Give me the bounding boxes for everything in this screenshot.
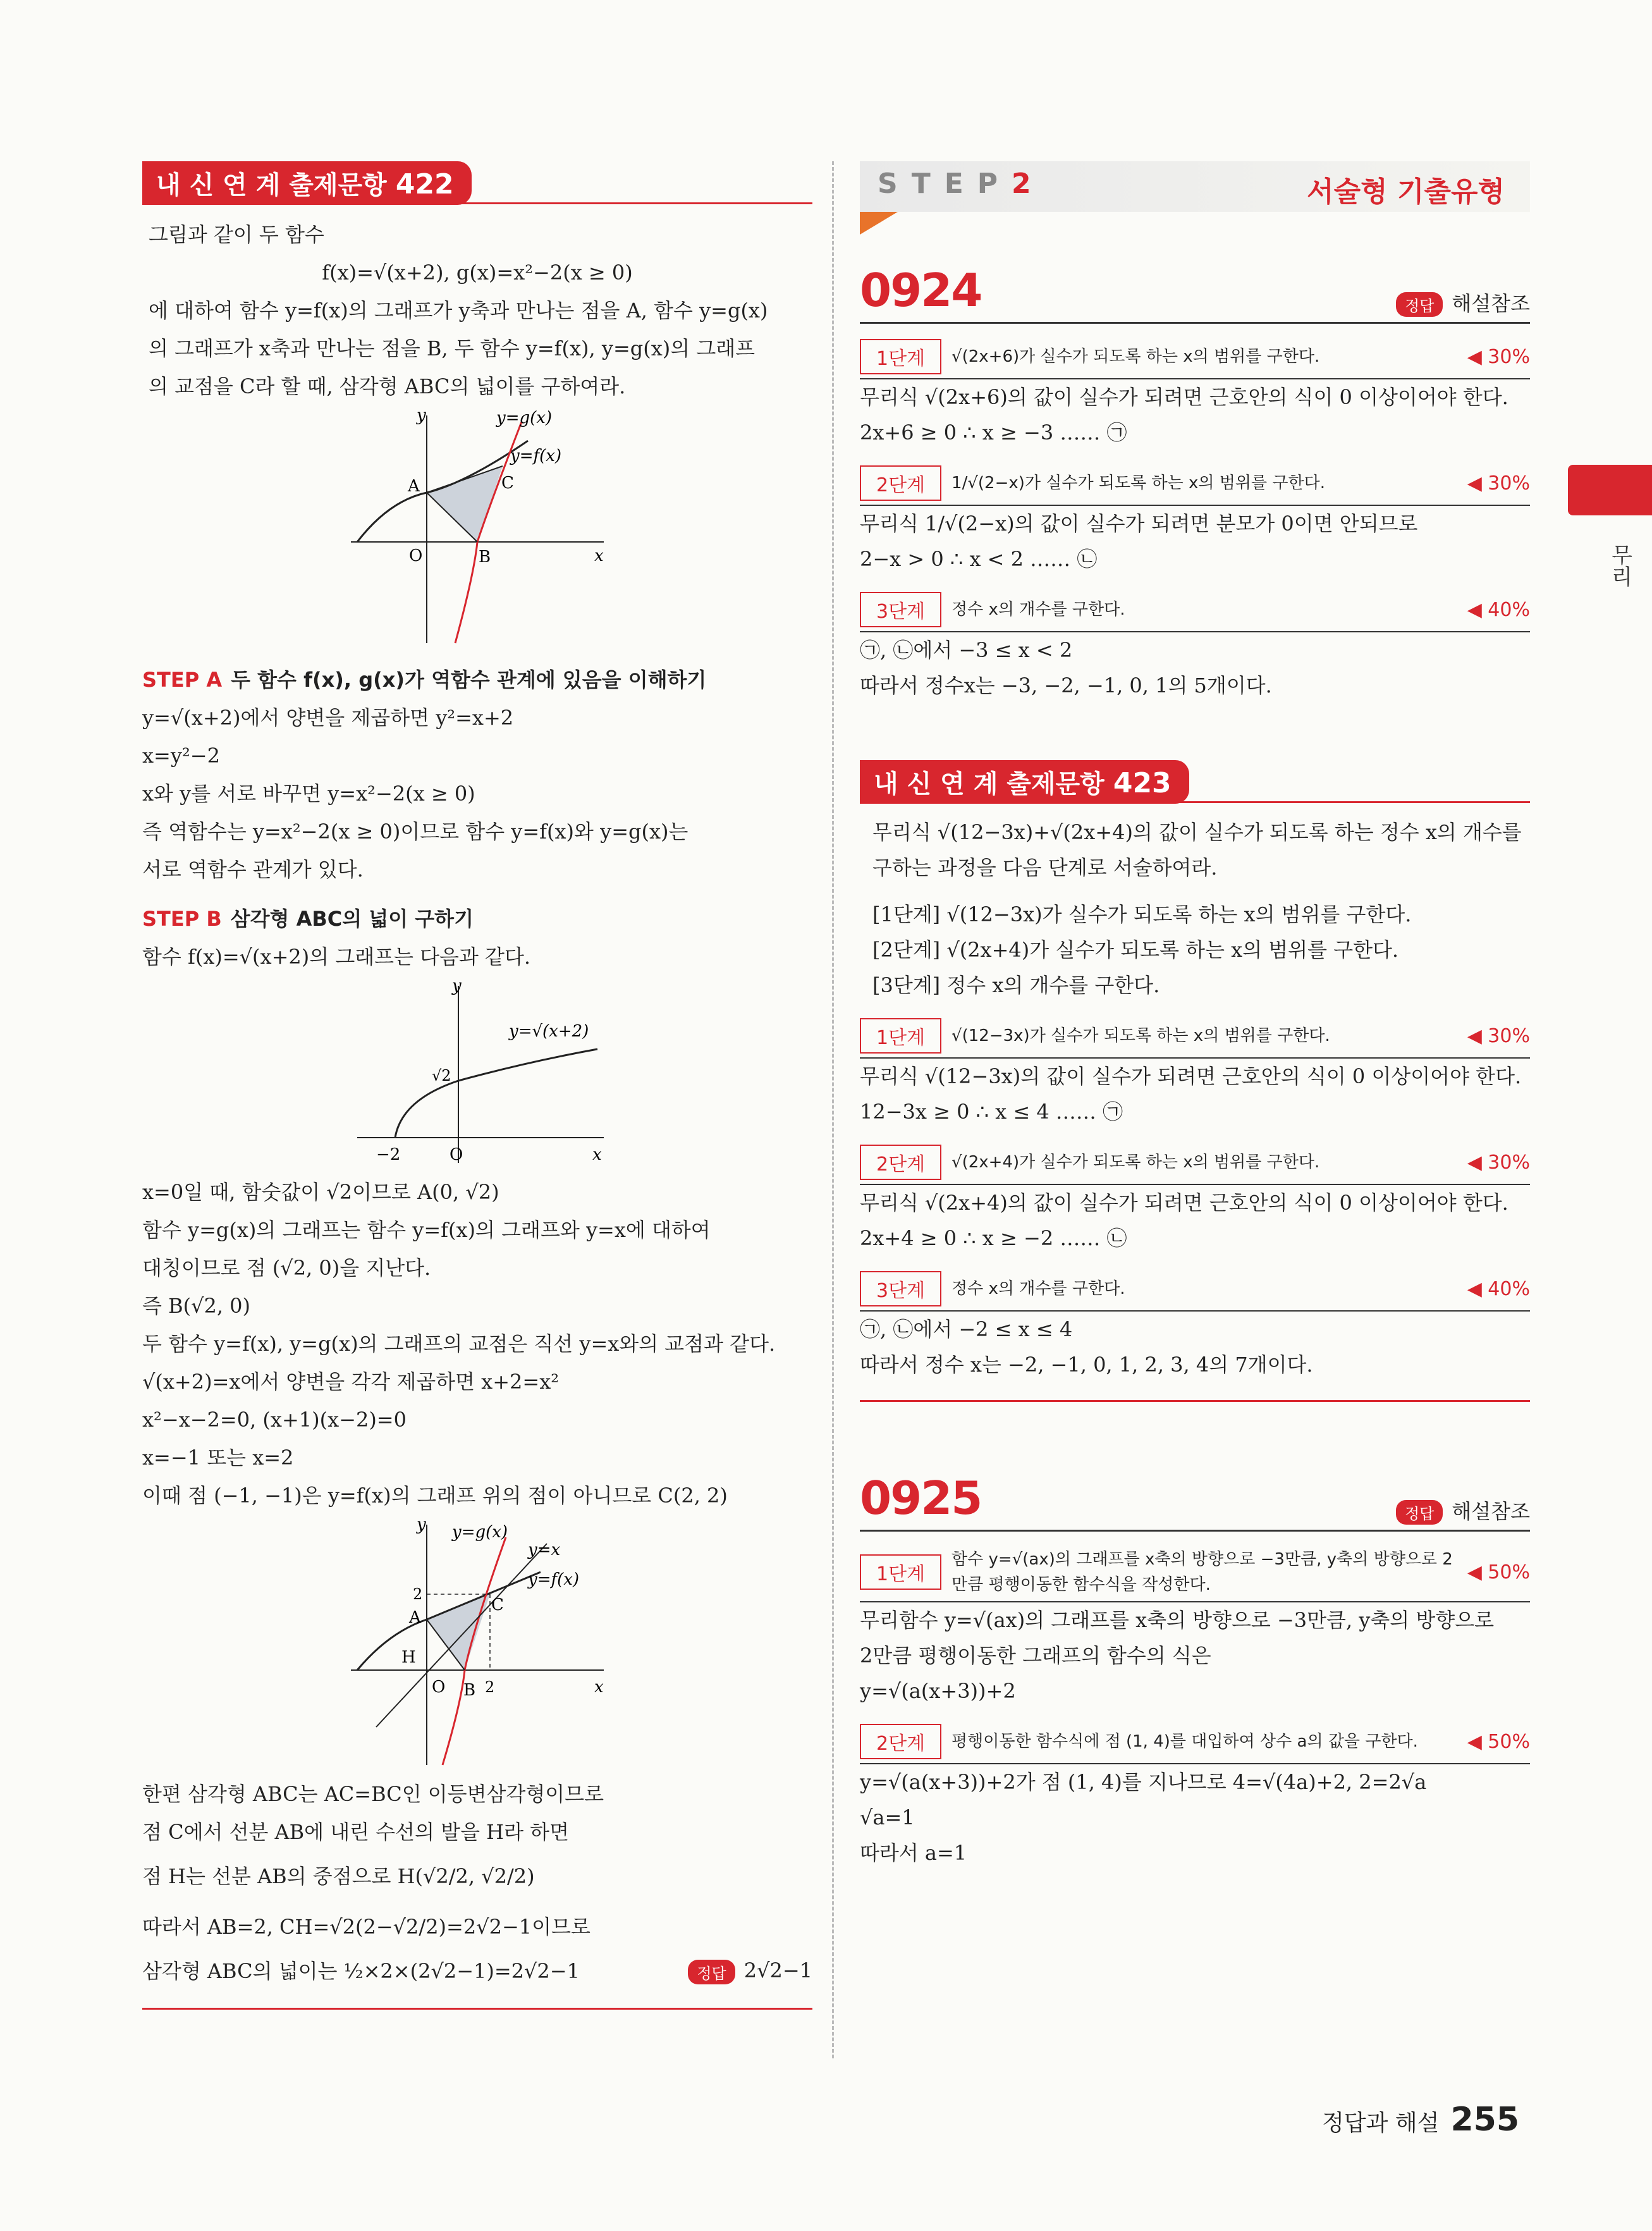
step-a-line: y=√(x+2)에서 양변을 제곱하면 y²=x+2 [142,706,514,730]
step-b-heading [142,900,812,938]
problem-number: 0924 [860,264,982,317]
stage-row [860,1724,1530,1764]
g3-o: O [432,1678,446,1697]
step-b-line: x=−1 또는 x=2 [142,1446,294,1470]
step-a-title: 두 함수 f(x), g(x)가 역함수 관계에 있음을 이해하기 [231,668,707,692]
answer-badge: 정답 [1396,1500,1443,1525]
step-b-line: 즉 B(√2, 0) [142,1294,251,1318]
answer-badge: 정답 [1396,292,1443,317]
step-b-line: 이때 점 (−1, −1)은 y=f(x)의 그래프 위의 점이 아니므로 C(2, 2) [142,1484,728,1508]
stage-pct: ◀ 30% [1467,1151,1530,1174]
stage-desc: 정수 x의 개수를 구한다. [951,600,1125,619]
g2-y: y [452,980,462,995]
step-a-label: STEP A [142,668,223,692]
solution-line: 무리식 1/√(2−x)의 값이 실수가 되려면 분모가 0이면 안되므로 [860,512,1418,536]
final-line: 따라서 AB=2, CH=√2(2−√2/2)=2√2−1이므로 [142,1915,590,1939]
stage-row [860,592,1530,632]
problem-0925-header [860,1472,1530,1532]
g3-a: A [409,1608,421,1627]
solution-line: 2x+4 ≥ 0 ∴ x ≥ −2 …… ㉡ [860,1226,1127,1250]
problem-line: 의 그래프가 x축과 만나는 점을 B, 두 함수 y=f(x), y=g(x)의 그래프 [149,336,756,360]
stage-pct: ◀ 30% [1467,1024,1530,1047]
graph-sqrt [338,980,616,1169]
step-a-line: 서로 역함수 관계가 있다. [142,857,364,882]
end-rule [860,1400,1530,1402]
g3-two-y: 2 [413,1585,423,1603]
answer-block [688,1958,812,1984]
solution-line: 무리함수 y=√(ax)의 그래프를 x축의 방향으로 −3만큼, y축의 방향으로 [860,1608,1495,1632]
stage-box: 3단계 [860,592,941,627]
solution-line: 따라서 정수 x는 −2, −1, 0, 1, 2, 3, 4의 7개이다. [860,1353,1313,1377]
g3-c: C [491,1595,504,1614]
stage-row [860,339,1530,379]
problem-line: 무리식 √(12−3x)+√(2x+4)의 값이 실수가 되도록 하는 정수 x의 개수를 [872,820,1522,844]
stage-box: 2단계 [860,1145,941,1180]
step-b-line: 대칭이므로 점 (√2, 0)을 지난다. [142,1256,431,1280]
problem-line: [2단계] √(2x+4)가 실수가 되도록 하는 x의 범위를 구한다. [872,938,1399,962]
g3-b: B [463,1681,476,1700]
problem-line: 구하는 과정을 다음 단계로 서술하여라. [872,856,1218,880]
step-b-line: x²−x−2=0, (x+1)(x−2)=0 [142,1408,407,1432]
stage-box: 2단계 [860,1724,941,1759]
g1-g: y=g(x) [496,409,553,427]
step-b-line: 두 함수 y=f(x), y=g(x)의 그래프의 교점은 직선 y=x와의 교점과 같다. [142,1332,776,1356]
step-b-label: STEP B [142,907,222,931]
problem-line: 의 교점을 C라 할 때, 삼각형 ABC의 넓이를 구하여라. [149,374,626,398]
problem-line: 에 대하여 함수 y=f(x)의 그래프가 y축과 만나는 점을 A, 함수 y=g(x) [149,298,768,323]
step-b-line: x=0일 때, 함숫값이 √2이므로 A(0, √2) [142,1180,499,1204]
final-line: 점 H는 선분 AB의 중점으로 H(√2/2, √2/2) [142,1864,535,1888]
step-b-intro: 함수 f(x)=√(x+2)의 그래프는 다음과 같다. [142,945,531,969]
ref-text: 해설참조 [1452,1499,1530,1523]
g3-y: y [417,1518,426,1534]
stage-row [860,1547,1530,1602]
stage-box: 1단계 [860,1554,941,1590]
stage-box: 2단계 [860,465,941,501]
chapter-side-tab [1568,465,1652,515]
solution-line: y=√(a(x+3))+2 [860,1679,1016,1703]
g2-r2: √2 [432,1067,451,1085]
tag-number: 423 [1113,767,1172,799]
problem-line: [1단계] √(12−3x)가 실수가 되도록 하는 x의 범위를 구한다. [872,902,1412,926]
g1-b: B [479,548,491,567]
stage-box: 1단계 [860,1018,941,1054]
stage-desc: 정수 x의 개수를 구한다. [951,1279,1125,1298]
answer-ref [1396,1496,1530,1525]
solution-line: 따라서 a=1 [860,1841,967,1865]
step-title: 서술형 기출유형 [1307,176,1505,208]
answer-badge: 정답 [688,1960,735,1984]
column-divider [832,161,834,2058]
stage-box: 1단계 [860,339,941,374]
related-problem-423 [860,760,1530,803]
left-column [142,161,812,2010]
page-footer [1322,2101,1519,2139]
right-column [860,161,1530,1871]
solution-line: √a=1 [860,1805,915,1829]
g2-o: O [450,1145,463,1164]
graph-triangle-h [338,1518,616,1771]
g3-h: H [401,1648,416,1667]
stage-box: 3단계 [860,1271,941,1306]
ref-text: 해설참조 [1452,291,1530,316]
stage-desc: 1/√(2−x)가 실수가 되도록 하는 x의 범위를 구한다. [951,474,1326,493]
stage-row [860,1271,1530,1312]
solution-line: 무리식 √(2x+6)의 값이 실수가 되려면 근호안의 식이 0 이상이어야 한다. [860,385,1508,409]
stage-pct: ◀ 30% [1467,345,1530,368]
solution-line: 12−3x ≥ 0 ∴ x ≤ 4 …… ㉠ [860,1100,1123,1124]
step-number: 2 [1012,168,1031,200]
stage-desc: √(2x+4)가 실수가 되도록 하는 x의 범위를 구한다. [951,1153,1320,1172]
solution-line: 따라서 정수x는 −3, −2, −1, 0, 1의 5개이다. [860,673,1272,698]
stage-row [860,1018,1530,1059]
tag-label: 내 신 연 계 출제문항 [156,171,387,200]
step-label [878,168,1031,200]
solution-line: 2만큼 평행이동한 그래프의 함수의 식은 [860,1644,1211,1668]
problem-number: 0925 [860,1472,982,1525]
problem-formula: f(x)=√(x+2), g(x)=x²−2(x ≥ 0) [322,261,633,285]
problem-line: [3단계] 정수 x의 개수를 구한다. [872,973,1160,997]
g2-x: x [592,1145,602,1164]
end-rule [142,2008,812,2010]
answer-ref [1396,288,1530,317]
solution-line: 2x+6 ≥ 0 ∴ x ≥ −3 …… ㉠ [860,421,1127,445]
step-a-line: x=y²−2 [142,744,220,768]
stage-desc: 평행이동한 함수식에 점 (1, 4)를 대입하여 상수 a의 값을 구한다. [951,1732,1418,1751]
g3-yx: y=x [528,1540,561,1559]
solution-line: 2−x > 0 ∴ x < 2 …… ㉡ [860,547,1098,571]
final-line: 점 C에서 선분 AB에 내린 수선의 발을 H라 하면 [142,1820,569,1844]
stage-pct: ◀ 40% [1467,1277,1530,1300]
g2-label: y=√(x+2) [509,1022,589,1041]
problem-423-text [860,814,1530,1003]
g1-y: y [417,409,426,425]
g1-o: O [409,546,423,565]
stage-row [860,1145,1530,1185]
stage-desc: 함수 y=√(ax)의 그래프를 x축의 방향으로 −3만큼, y축의 방향으로 2만큼 평행이동한 함수식을 작성한다. [951,1550,1453,1594]
g1-f: y=f(x) [510,446,562,465]
related-problem-tag-422 [142,161,472,205]
step-a-heading [142,661,812,699]
step2-header [860,161,1530,212]
g3-f: y=f(x) [528,1570,580,1589]
answer-value: 2√2−1 [743,1958,812,1982]
solution-line: ㉠, ㉡에서 −2 ≤ x ≤ 4 [860,1317,1073,1341]
step-a-line: x와 y를 서로 바꾸면 y=x²−2(x ≥ 0) [142,782,475,806]
final-area: 삼각형 ABC의 넓이는 ½×2×(2√2−1)=2√2−1 [142,1959,580,1983]
solution-line: 무리식 √(2x+4)의 값이 실수가 되려면 근호안의 식이 0 이상이어야 한다. [860,1191,1508,1215]
step-word: STEP [878,168,1012,200]
g3-two-x: 2 [485,1678,495,1696]
g1-c: C [501,474,514,493]
step-b-title: 삼각형 ABC의 넓이 구하기 [230,907,474,931]
related-problem-tag-423 [860,760,1189,804]
header-triangle [860,212,898,235]
g1-x: x [594,546,604,565]
solution-line: ㉠, ㉡에서 −3 ≤ x < 2 [860,638,1073,662]
stage-pct: ◀ 50% [1467,1730,1530,1753]
step-b-line: √(x+2)=x에서 양변을 각각 제곱하면 x+2=x² [142,1370,560,1394]
g1-a: A [408,477,420,496]
page-number: 255 [1450,2101,1519,2139]
g3-x: x [594,1678,604,1697]
step-b-line: 함수 y=g(x)의 그래프는 함수 y=f(x)의 그래프와 y=x에 대하여 [142,1218,711,1242]
final-line: 한편 삼각형 ABC는 AC=BC인 이등변삼각형이므로 [142,1782,604,1806]
solution-line: y=√(a(x+3))+2가 점 (1, 4)를 지나므로 4=√(4a)+2, 2=2√a [860,1770,1427,1794]
footer-text: 정답과 해설 [1322,2110,1440,2136]
stage-pct: ◀ 50% [1467,1561,1530,1583]
stage-desc: √(12−3x)가 실수가 되도록 하는 x의 범위를 구한다. [951,1026,1330,1045]
tag-number: 422 [395,168,454,200]
graph-fg-triangle [338,409,616,649]
stage-desc: √(2x+6)가 실수가 되도록 하는 x의 범위를 구한다. [951,347,1320,366]
final-area-row [142,1952,812,1990]
stage-row [860,465,1530,506]
tag-label: 내 신 연 계 출제문항 [874,770,1104,799]
stage-pct: ◀ 40% [1467,598,1530,621]
problem-line: 그림과 같이 두 함수 [149,223,324,247]
chapter-side-text: 무리 [1607,544,1632,587]
step-a-line: 즉 역함수는 y=x²−2(x ≥ 0)이므로 함수 y=f(x)와 y=g(x)는 [142,820,688,844]
g2-m2: −2 [376,1145,401,1164]
g3-g: y=g(x) [452,1523,508,1542]
stage-pct: ◀ 30% [1467,472,1530,495]
problem-0924-header [860,264,1530,324]
solution-line: 무리식 √(12−3x)의 값이 실수가 되려면 근호안의 식이 0 이상이어야 한다. [860,1064,1522,1088]
